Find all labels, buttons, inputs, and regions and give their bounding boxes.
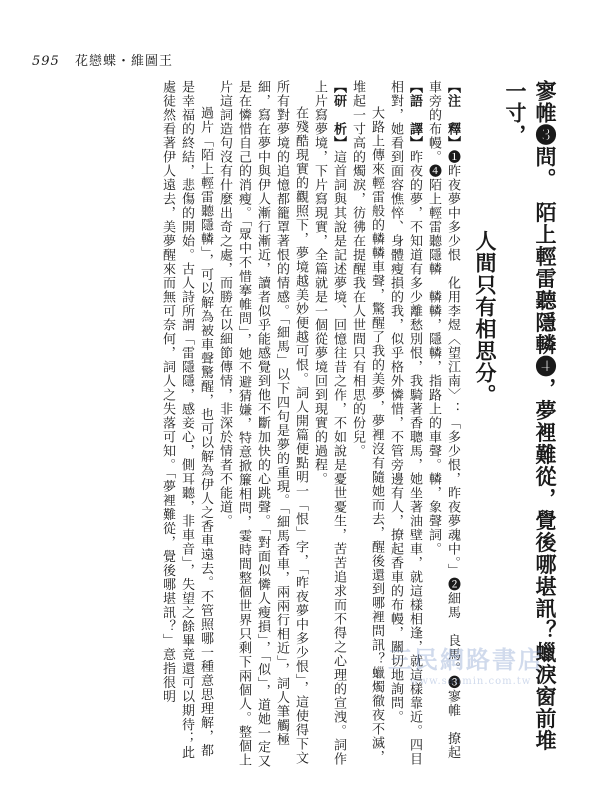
analysis-section (158, 80, 348, 770)
header-title: 花戀蝶・維圖王 (74, 54, 173, 69)
analysis-tag: 【研 析】 (331, 80, 346, 150)
analysis-paragraph: 過片「陌上輕雷聽隱轔」，可以解為被車聲驚醒，也可以解為伊人之香車遠去。不管照哪一種意思理解，都是幸福的終結，悲傷的開始。古人詩所謂「雷隱隱，感妾心，側耳聽，非車音」，失望之餘畢竟還可以期待；此處徒然看著伊人遠去，美夢醒來而無可奈何，詞人之失落可知。「夢裡難從，覺後哪堪訊？」意指很明 (160, 80, 213, 760)
watermark-logo: 三民網路書店 (388, 645, 544, 674)
watermark-url: www.sanmin.com.tw (410, 676, 532, 687)
poem-line: 寥帷❸問。 陌上輕雷聽隱轔❹，夢裡難從，覺後哪堪訊？蠟淚窗前堆一寸， (503, 80, 558, 752)
annotation-text: ❶昨夜夢中多少恨 化用李煜〈望江南〉：「多少恨，昨夜夢魂中。」❷細馬 良馬。❸寥帷 撩起車旁的布幔。❹陌上輕雷聽隱轔 轔轔，隱轔，指路上的車聲。轔，象聲詞。 (426, 80, 460, 760)
translation-text-2: 大路上傳來輕雷般的轔轔車聲，驚醒了我的美夢，夢裡沒有隨她而去，醒後還到哪裡問訊？蠟燭徹夜不滅，堆起一寸高的燭淚，彷彿在提醒我在人世間只有相思的份兒。 (350, 80, 384, 764)
translation-text: 昨夜的夢，不知道有多少離愁別恨，我騎著香聰馬，她坐著油壁車，就這樣相逢，就這樣靠近。四目相對，她看到面容憔悴、身體瘦損的我，似乎格外憐惜，不管旁邊有人，撩起香車的布幔，關切地詢問。 (388, 80, 422, 766)
annotation-tag: 【注 釋】 (445, 80, 460, 150)
analysis-paragraph: 這首詞與其說是記述夢境、回憶往昔之作，不如說是憂世憂生，苦苦追求而不得之心理的宣洩。詞作上片寫夢境，下片寫現實，全篇就是一個從夢境回到現實的過程。 (312, 80, 346, 766)
running-header (32, 50, 173, 69)
translation-tag: 【語 譯】 (407, 80, 422, 150)
poem-line: 人間只有相思分。 (473, 230, 498, 406)
analysis-paragraph: 在殘酷現實的觀照下，夢境越美妙便越可恨。詞人開篇便點明一「恨」字，「昨夜夢中多少恨」，這使得下文所有對夢境的追憶都籠罩著恨的情感。「細馬」以下四句是夢的重現。「細馬香車，兩兩行相近」，詞人筆觸極細，寫在夢中與伊人漸行漸近，讀者似乎能感覺到他不斷加快的心跳聲。「對面似憐人瘦損」，「似」，道她一定又是在憐惜自己的消瘦。「眾中不惜搴帷問」，她不避猜嫌，特意掀簾相問，霎時間整個世界只剩下兩個人。整個上片這詞造句沒有什麼出奇之處，而勝在以細節傳情，非深於情者不能道。 (217, 80, 308, 768)
page-number: 595 (32, 54, 60, 69)
